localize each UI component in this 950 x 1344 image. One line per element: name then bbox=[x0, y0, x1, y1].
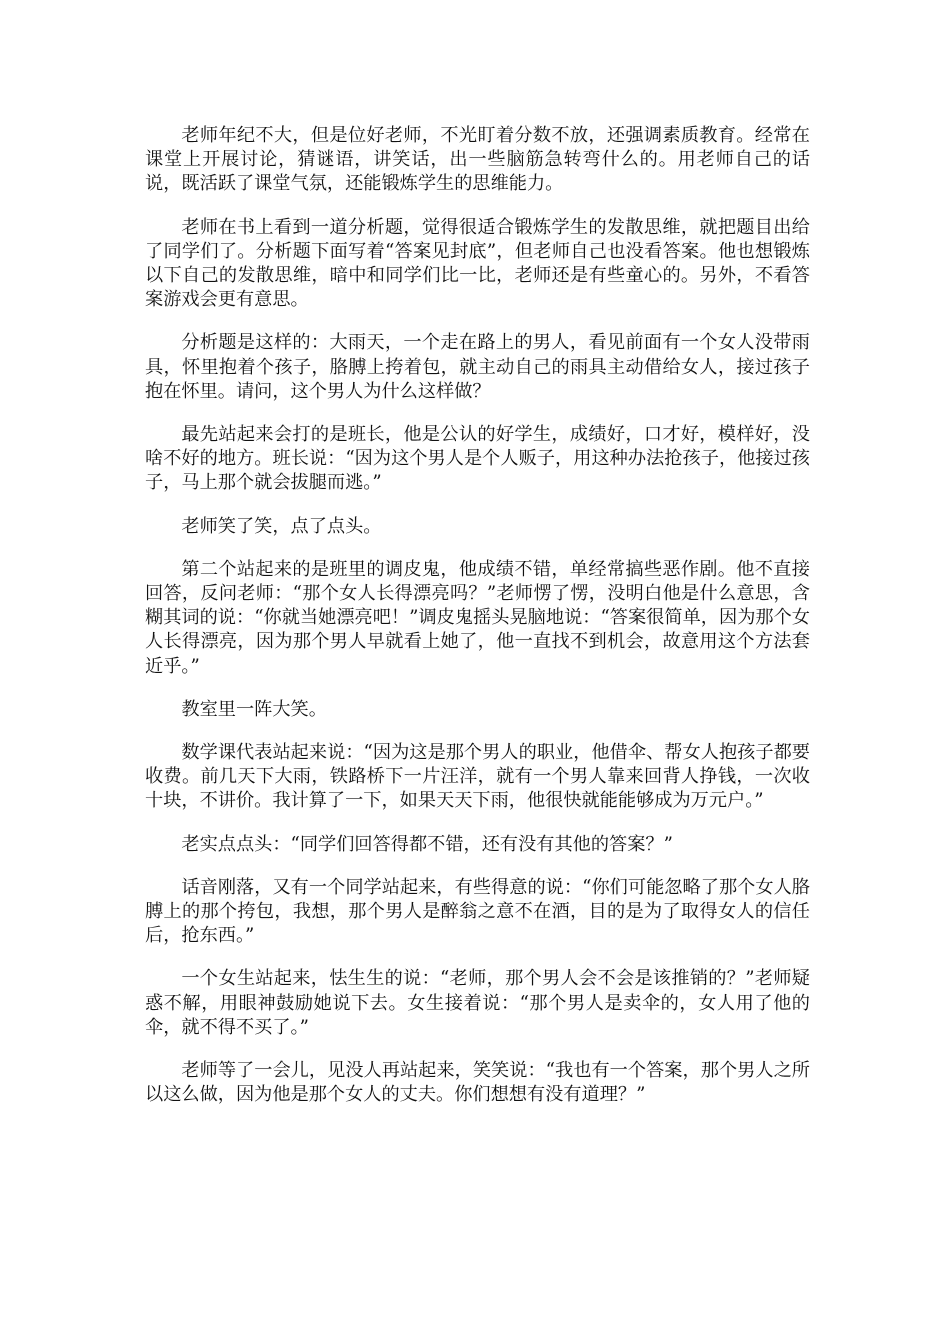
paragraph-11: 一个女生站起来，怯生生的说：“老师，那个男人会不会是该推销的？”老师疑惑不解，用眼神鼓励她说下去。女生接着说：“那个男人是卖伞的，女人用了他的伞，就不得不买了。” bbox=[145, 968, 810, 1038]
paragraph-12: 老师等了一会儿，见没人再站起来，笑笑说：“我也有一个答案，那个男人之所以这么做，因为他是那个女人的丈夫。你们想想有没有道理？” bbox=[145, 1060, 810, 1106]
paragraph-2: 老师在书上看到一道分析题，觉得很适合锻炼学生的发散思维，就把题目出给了同学们了。分析题下面写着“答案见封底”，但老师自己也没看答案。他也想锻炼以下自己的发散思维，暗中和同学们比一比，老师还是有些童心的。另外，不看答案游戏会更有意思。 bbox=[145, 216, 810, 311]
paragraph-6: 第二个站起来的是班里的调皮鬼，他成绩不错，单经常搞些恶作剧。他不直接回答，反问老师：“那个女人长得漂亮吗？”老师愣了愣，没明白他是什么意思，含糊其词的说：“你就当她漂亮吧！”调皮鬼摇头晃脑地说：“答案很简单，因为那个女人长得漂亮，因为那个男人早就看上她了，他一直找不到机会，故意用这个方法套近乎。” bbox=[145, 558, 810, 677]
paragraph-7: 教室里一阵大笑。 bbox=[181, 698, 327, 720]
paragraph-1: 老师年纪不大，但是位好老师，不光盯着分数不放，还强调素质教育。经常在课堂上开展讨论，猜谜语，讲笑话，出一些脑筋急转弯什么的。用老师自己的话说，既活跃了课堂气氛，还能锻炼学生的思维能力。 bbox=[145, 125, 810, 195]
paragraph-10: 话音刚落，又有一个同学站起来，有些得意的说：“你们可能忽略了那个女人胳膊上的那个挎包，我想，那个男人是醉翁之意不在酒，目的是为了取得女人的信任后，抢东西。” bbox=[145, 876, 810, 947]
paragraph-8: 数学课代表站起来说：“因为这是那个男人的职业，他借伞、帮女人抱孩子都要收费。前几天下大雨，铁路桥下一片汪洋，就有一个男人靠来回背人挣钱，一次收十块，不讲价。我计算了一下，如果天天下雨，他很快就能能够成为万元户。” bbox=[145, 742, 810, 812]
paragraph-5: 老师笑了笑，点了点头。 bbox=[181, 515, 382, 537]
paragraph-3: 分析题是这样的：大雨天，一个走在路上的男人，看见前面有一个女人没带雨具，怀里抱着个孩子，胳膊上挎着包，就主动自己的雨具主动借给女人，接过孩子抱在怀里。请问，这个男人为什么这样做？ bbox=[145, 332, 810, 402]
document-body bbox=[145, 124, 810, 1127]
paragraph-9: 老实点点头：“同学们回答得都不错，还有没有其他的答案？” bbox=[181, 833, 673, 855]
paragraph-4: 最先站起来会打的是班长，他是公认的好学生，成绩好，口才好，模样好，没啥不好的地方。班长说：“因为这个男人是个人贩子，用这种办法抢孩子，他接过孩子，马上那个就会拔腿而逃。” bbox=[145, 424, 810, 494]
